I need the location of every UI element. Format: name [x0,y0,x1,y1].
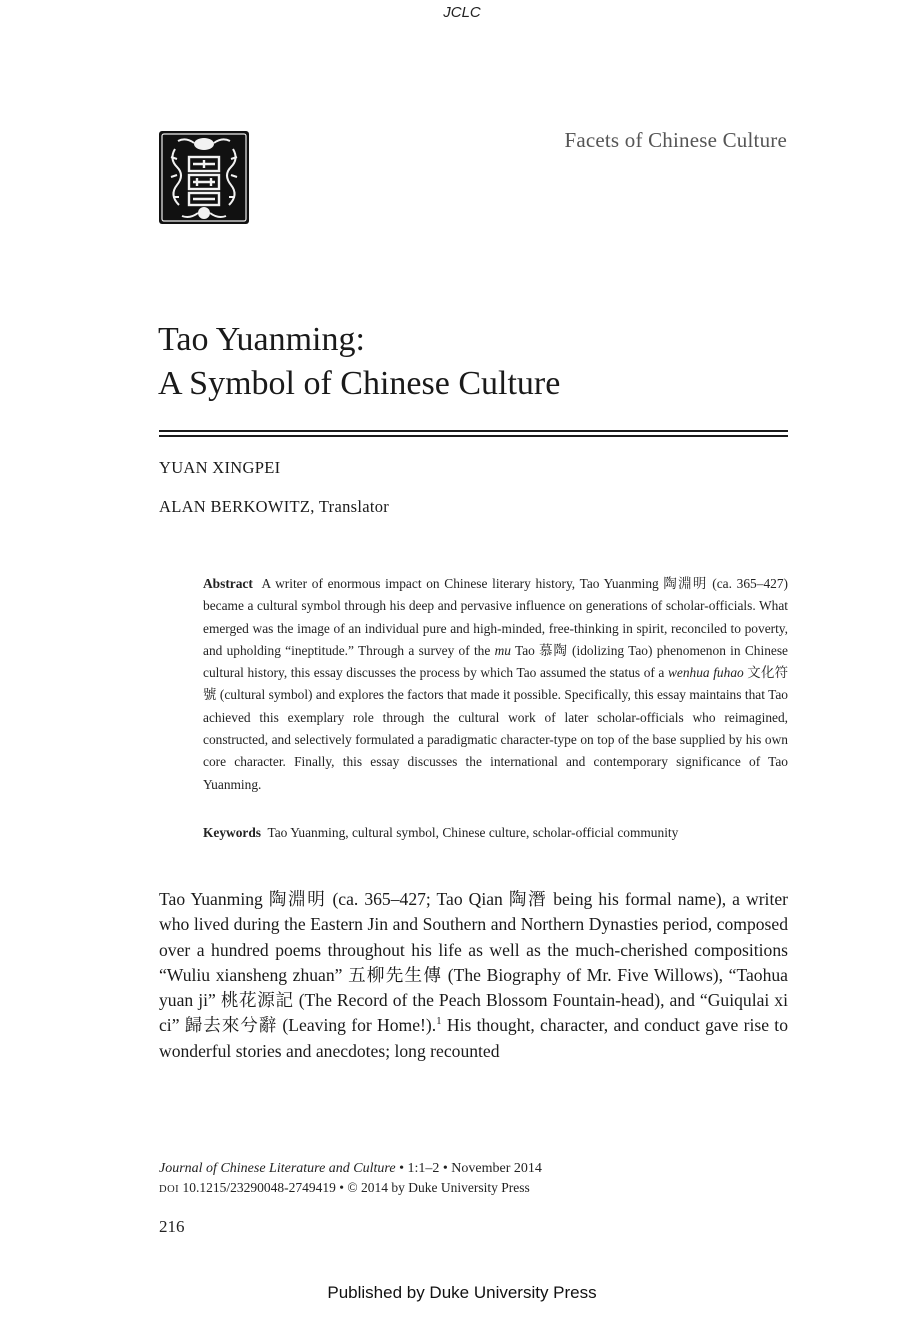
footer-doi-line [159,1180,530,1196]
footer-journal-name: Journal of Chinese Literature and Culture [159,1161,396,1176]
title-rule-top [159,430,788,432]
abstract [203,573,788,796]
abstract-term-mu: mu [494,642,511,658]
doi-text: 10.1215/23290048-2749419 • © 2014 by Duke University Press [179,1180,530,1195]
title-rule-bottom [159,435,788,437]
doi-label: DOI [159,1184,180,1195]
keywords-text: Tao Yuanming, cultural symbol, Chinese culture, scholar-official community [267,825,679,840]
footer-issue-info: • 1:1–2 • November 2014 [395,1161,542,1176]
title-line-1: Tao Yuanming: [158,321,365,358]
seal-logo-icon [159,131,249,224]
abstract-text-2: Tao 慕陶 (idolizing Tao) phenomenon in Chinese cultural history, this essay discusses the process by which Tao assumed the status of a [203,642,788,681]
section-label: Facets of Chinese Culture [564,128,787,152]
abstract-text-1: A writer of enormous impact on Chinese literary history, Tao Yuanming 陶淵明 (ca. 365–427) became a cultural symbol through his deep and pervasive influence on generations of scholar-officials. What emerged was the image of an individual pure and high-minded, free-thinking in spirit, reconciled to poverty, and upholding “ineptitude.” Through a survey of the [203,576,788,658]
journal-running-head: JCLC [443,4,481,21]
translator-name: ALAN BERKOWITZ, Translator [159,497,390,516]
article-title [158,318,798,406]
author-name: YUAN XINGPEI [159,458,281,477]
body-text-2: His thought, character, and conduct gave rise to wonderful stories and anecdotes; long recounted [159,1015,788,1061]
abstract-label: Abstract [203,576,253,591]
body-text-1: Tao Yuanming 陶淵明 (ca. 365–427; Tao Qian 陶潛 being his formal name), a writer who lived during the Eastern Jin and Southern and Northern Dynasties period, composed over a hundred poems throughout his life as well as the much-cherished compositions “Wuliu xiansheng zhuan” 五柳先生傳 (The Biography of Mr. Five Willows), “Taohua yuan ji” 桃花源記 (The Record of the Peach Blossom Fountain-head), and “Guiqulai xi ci” 歸去來兮辭 (Leaving for Home!). [159,889,788,1036]
abstract-term-wenhua: wenhua fuhao [667,665,744,681]
publisher-banner: Published by Duke University Press [327,1283,597,1302]
abstract-text-3: 文化符號 (cultural symbol) and explores the factors that made it possible. Specifically, this essay maintains that Tao achieved this exemplary role through the cultural work of later scholar-officials who reimagined, constructed, and selectively formulated a paradigmatic character-type on top of the base supplied by his own core character. Finally, this essay discusses the international and contemporary significance of Tao Yuanming. [203,665,788,792]
keywords-label: Keywords [203,825,262,840]
footer-journal-line [159,1161,542,1177]
title-line-2: A Symbol of Chinese Culture [158,365,561,402]
footnote-ref[interactable]: 1 [436,1015,442,1028]
keywords [203,825,788,841]
page-number: 216 [159,1217,185,1236]
body-paragraph [159,887,788,1064]
